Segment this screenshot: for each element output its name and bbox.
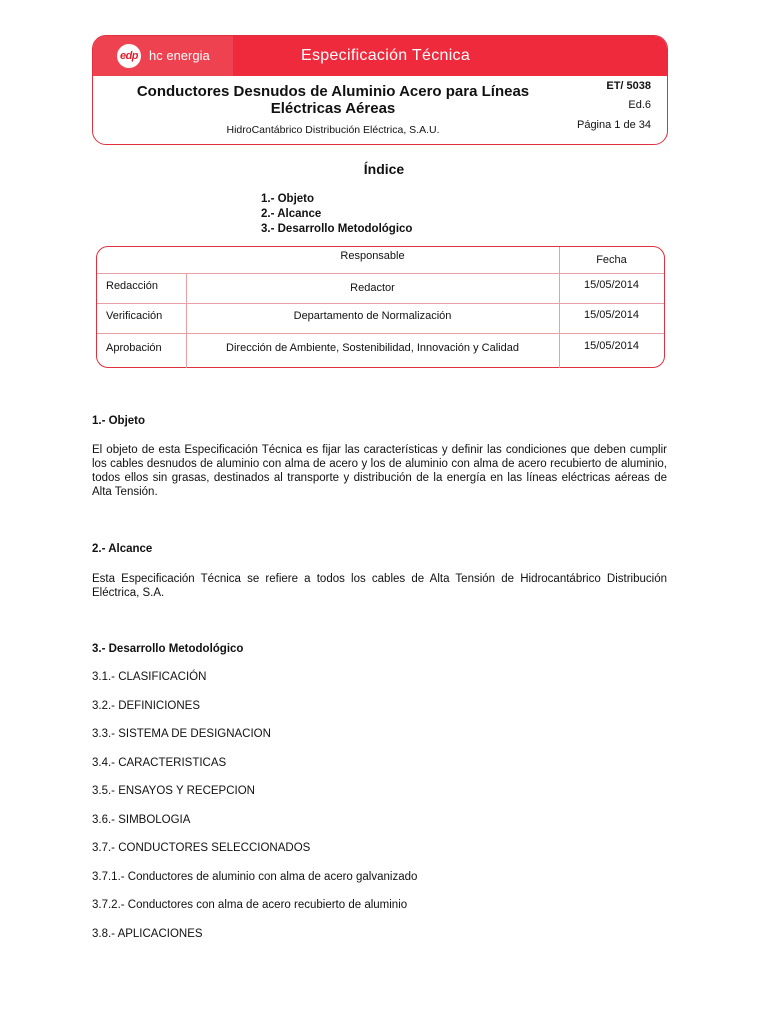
section-text-objeto: El objeto de esta Especificación Técnica es fijar las características y definir las condiciones que deben cumplir los cables desnudos de aluminio con alma de acero y los de aluminio con alma de acero recubierto de aluminio, todos ellos sin grasas, destinados al transporte y distribución de la energía en las líneas eléctricas aéreas de Alta Tensión. — [92, 444, 667, 498]
toc-item[interactable]: 3.7.2.- Conductores con alma de acero recubierto de aluminio — [92, 899, 408, 911]
section-text-alcance: Esta Especificación Técnica se refiere a todos los cables de Alta Tensión de Hidrocantábrico Distribución Eléctrica, S.A. — [92, 573, 667, 599]
document-title: Conductores Desnudos de Aluminio Acero para Líneas Eléctricas Aéreas — [136, 83, 530, 117]
toc-item[interactable]: 3.8.- APLICACIONES — [92, 928, 203, 940]
toc-item[interactable]: 3.7.1.- Conductores de aluminio con alma de acero galvanizado — [92, 871, 418, 883]
index-title: Índice — [363, 161, 405, 177]
index-item[interactable]: 1.- Objeto — [261, 193, 315, 205]
toc-item[interactable]: 3.5.- ENSAYOS Y RECEPCION — [92, 785, 255, 797]
toc-item[interactable]: 3.7.- CONDUCTORES SELECCIONADOS — [92, 842, 311, 854]
document-code: ET/ 5038 — [606, 80, 651, 92]
index-item[interactable]: 3.- Desarrollo Metodológico — [261, 223, 413, 235]
row-role: Redacción — [106, 280, 158, 292]
section-heading-desarrollo: 3.- Desarrollo Metodológico — [92, 643, 244, 655]
section-heading-objeto: 1.- Objeto — [92, 415, 146, 427]
document-edition: Ed.6 — [628, 99, 651, 111]
company-name: HidroCantábrico Distribución Eléctrica, S.A.U. — [226, 124, 440, 136]
row-responsible: Redactor — [350, 282, 395, 294]
toc-item[interactable]: 3.6.- SIMBOLOGIA — [92, 814, 191, 826]
row-date: 15/05/2014 — [583, 309, 640, 321]
column-header-responsable: Responsable — [340, 250, 405, 262]
row-role: Verificación — [106, 310, 163, 322]
table-divider — [97, 303, 664, 304]
band-title: Especificación Técnica — [301, 47, 471, 64]
row-date: 15/05/2014 — [583, 279, 640, 291]
table-divider — [97, 273, 664, 274]
page-number: Página 1 de 34 — [576, 119, 651, 131]
edp-logo-icon: edp — [117, 44, 141, 68]
row-role: Aprobación — [106, 342, 162, 354]
section-heading-alcance: 2.- Alcance — [92, 543, 153, 555]
row-responsible: Dirección de Ambiente, Sostenibilidad, Innovación y Calidad — [226, 342, 519, 354]
index-list — [261, 192, 412, 237]
toc-item[interactable]: 3.3.- SISTEMA DE DESIGNACION — [92, 728, 271, 740]
logo-text: hc energia — [149, 48, 210, 63]
table-divider — [97, 333, 664, 334]
index-item[interactable]: 2.- Alcance — [261, 208, 322, 220]
row-date: 15/05/2014 — [583, 340, 640, 352]
responsibility-table — [96, 246, 665, 368]
row-responsible: Departamento de Normalización — [293, 310, 452, 322]
toc-item[interactable]: 3.1.- CLASIFICACIÓN — [92, 671, 207, 683]
column-header-fecha: Fecha — [596, 254, 627, 266]
document-header — [92, 35, 668, 145]
toc-item[interactable]: 3.2.- DEFINICIONES — [92, 700, 200, 712]
toc-item[interactable]: 3.4.- CARACTERISTICAS — [92, 757, 227, 769]
company-logo — [93, 36, 233, 76]
